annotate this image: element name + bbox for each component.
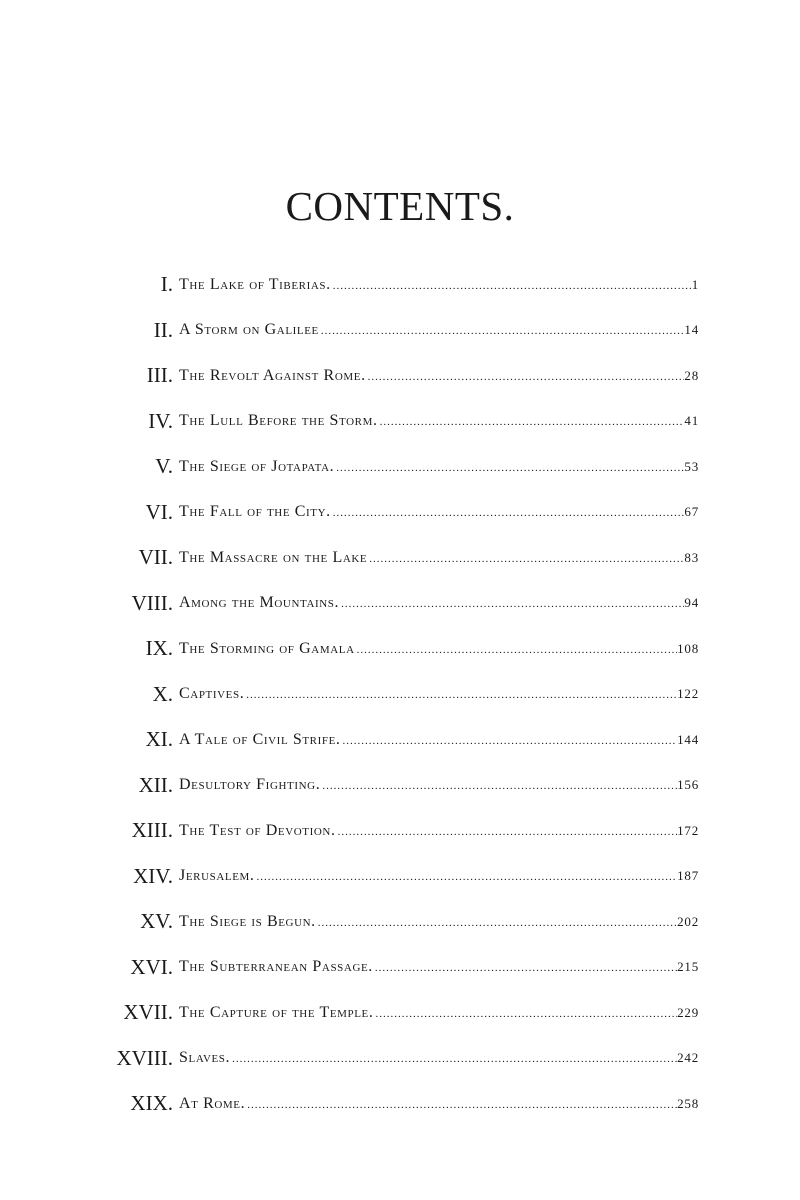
page-number: 122 bbox=[677, 686, 699, 702]
toc-entry bbox=[0, 717, 800, 763]
chapter-title: Jerusalem. bbox=[179, 867, 255, 885]
dot-leader bbox=[230, 1053, 677, 1065]
chapter-line bbox=[179, 822, 699, 840]
chapter-title: The Siege is Begun. bbox=[179, 912, 316, 930]
dot-leader bbox=[334, 462, 684, 474]
chapter-line bbox=[179, 913, 699, 931]
dot-leader bbox=[336, 826, 678, 838]
toc-entry bbox=[0, 308, 800, 354]
toc-entry bbox=[0, 899, 800, 945]
dot-leader bbox=[367, 553, 684, 565]
toc-entry bbox=[0, 945, 800, 991]
chapter-numeral: X. bbox=[152, 681, 173, 706]
chapter-title: Among the Mountains. bbox=[179, 594, 340, 612]
dot-leader bbox=[331, 507, 685, 519]
table-of-contents bbox=[0, 262, 800, 1127]
page-number: 108 bbox=[677, 640, 699, 656]
toc-entry bbox=[0, 353, 800, 399]
chapter-numeral: VII. bbox=[138, 545, 173, 570]
page-number: 215 bbox=[677, 959, 699, 975]
chapter-line bbox=[179, 685, 699, 703]
dot-leader bbox=[366, 371, 685, 383]
toc-entry bbox=[0, 808, 800, 854]
page-number: 28 bbox=[684, 367, 699, 383]
chapter-title: The Revolt Against Rome. bbox=[179, 366, 366, 384]
toc-entry bbox=[0, 581, 800, 627]
chapter-title: Slaves. bbox=[179, 1049, 231, 1067]
dot-leader bbox=[319, 325, 685, 337]
chapter-title: A Tale of Civil Strife. bbox=[179, 730, 341, 748]
chapter-line bbox=[179, 958, 699, 976]
chapter-numeral: XV. bbox=[140, 909, 173, 934]
page-number: 144 bbox=[677, 731, 699, 747]
chapter-numeral: VIII. bbox=[131, 590, 173, 615]
dot-leader bbox=[373, 962, 677, 974]
chapter-line bbox=[179, 276, 699, 294]
chapter-line bbox=[179, 367, 699, 385]
page-number: 67 bbox=[684, 504, 699, 520]
dot-leader bbox=[378, 416, 685, 428]
toc-entry bbox=[0, 763, 800, 809]
dot-leader bbox=[316, 917, 677, 929]
dot-leader bbox=[244, 689, 677, 701]
chapter-numeral: XI. bbox=[145, 727, 173, 752]
chapter-line bbox=[179, 731, 699, 749]
chapter-line bbox=[179, 867, 699, 885]
dot-leader bbox=[373, 1008, 677, 1020]
chapter-numeral: XIV. bbox=[133, 863, 173, 888]
page-number: 83 bbox=[684, 549, 699, 565]
dot-leader bbox=[255, 871, 678, 883]
dot-leader bbox=[339, 598, 684, 610]
chapter-title: The Test of Devotion. bbox=[179, 821, 336, 839]
chapter-numeral: XIX. bbox=[130, 1091, 173, 1116]
chapter-title: The Subterranean Passage. bbox=[179, 958, 373, 976]
page-number: 94 bbox=[684, 595, 699, 611]
chapter-numeral: IX. bbox=[145, 636, 173, 661]
chapter-line bbox=[179, 412, 699, 430]
chapter-title: Desultory Fighting. bbox=[179, 776, 321, 794]
toc-entry bbox=[0, 262, 800, 308]
chapter-title: The Lull Before the Storm. bbox=[179, 412, 378, 430]
dot-leader bbox=[331, 280, 692, 292]
dot-leader bbox=[245, 1099, 677, 1111]
page-number: 41 bbox=[684, 413, 699, 429]
chapter-line bbox=[179, 1095, 699, 1113]
toc-entry bbox=[0, 535, 800, 581]
chapter-line bbox=[179, 458, 699, 476]
toc-entry bbox=[0, 854, 800, 900]
chapter-numeral: XVI. bbox=[130, 954, 173, 979]
dot-leader bbox=[355, 644, 677, 656]
chapter-numeral: IV. bbox=[148, 408, 173, 433]
chapter-line bbox=[179, 640, 699, 658]
chapter-title: The Massacre on the Lake bbox=[179, 548, 368, 566]
page-number: 53 bbox=[684, 458, 699, 474]
chapter-line bbox=[179, 503, 699, 521]
toc-entry bbox=[0, 672, 800, 718]
toc-entry bbox=[0, 444, 800, 490]
chapter-title: A Storm on Galilee bbox=[179, 321, 319, 339]
chapter-title: The Siege of Jotapata. bbox=[179, 457, 335, 475]
toc-entry bbox=[0, 1036, 800, 1082]
chapter-numeral: XVII. bbox=[123, 1000, 173, 1025]
dot-leader bbox=[341, 735, 678, 747]
chapter-line bbox=[179, 321, 699, 339]
page-number: 258 bbox=[677, 1095, 699, 1111]
chapter-numeral: XIII. bbox=[131, 818, 173, 843]
page-number: 14 bbox=[684, 322, 699, 338]
toc-entry bbox=[0, 490, 800, 536]
chapter-line bbox=[179, 594, 699, 612]
toc-entry bbox=[0, 626, 800, 672]
chapter-line bbox=[179, 1004, 699, 1022]
chapter-numeral: I. bbox=[160, 272, 173, 297]
chapter-numeral: XVIII. bbox=[116, 1045, 173, 1070]
chapter-title: The Lake of Tiberias. bbox=[179, 275, 331, 293]
page-number: 242 bbox=[677, 1050, 699, 1066]
chapter-numeral: V. bbox=[155, 454, 173, 479]
page-title: CONTENTS. bbox=[285, 183, 515, 229]
chapter-title: The Capture of the Temple. bbox=[179, 1003, 374, 1021]
toc-entry bbox=[0, 1081, 800, 1127]
chapter-numeral: II. bbox=[153, 317, 173, 342]
page-number: 187 bbox=[677, 868, 699, 884]
chapter-line bbox=[179, 1049, 699, 1067]
chapter-title: Captives. bbox=[179, 685, 245, 703]
toc-entry bbox=[0, 990, 800, 1036]
chapter-numeral: XII. bbox=[138, 772, 173, 797]
chapter-line bbox=[179, 549, 699, 567]
chapter-title: The Fall of the City. bbox=[179, 503, 331, 521]
dot-leader bbox=[320, 780, 677, 792]
page-number: 172 bbox=[677, 822, 699, 838]
chapter-title: The Storming of Gamala bbox=[179, 639, 355, 657]
page-number: 1 bbox=[691, 276, 699, 292]
toc-entry bbox=[0, 399, 800, 445]
chapter-title: At Rome. bbox=[179, 1094, 246, 1112]
page-number: 202 bbox=[677, 913, 699, 929]
chapter-numeral: III. bbox=[146, 363, 173, 388]
chapter-line bbox=[179, 776, 699, 794]
page-number: 229 bbox=[677, 1004, 699, 1020]
chapter-numeral: VI. bbox=[145, 499, 173, 524]
page-number: 156 bbox=[677, 777, 699, 793]
